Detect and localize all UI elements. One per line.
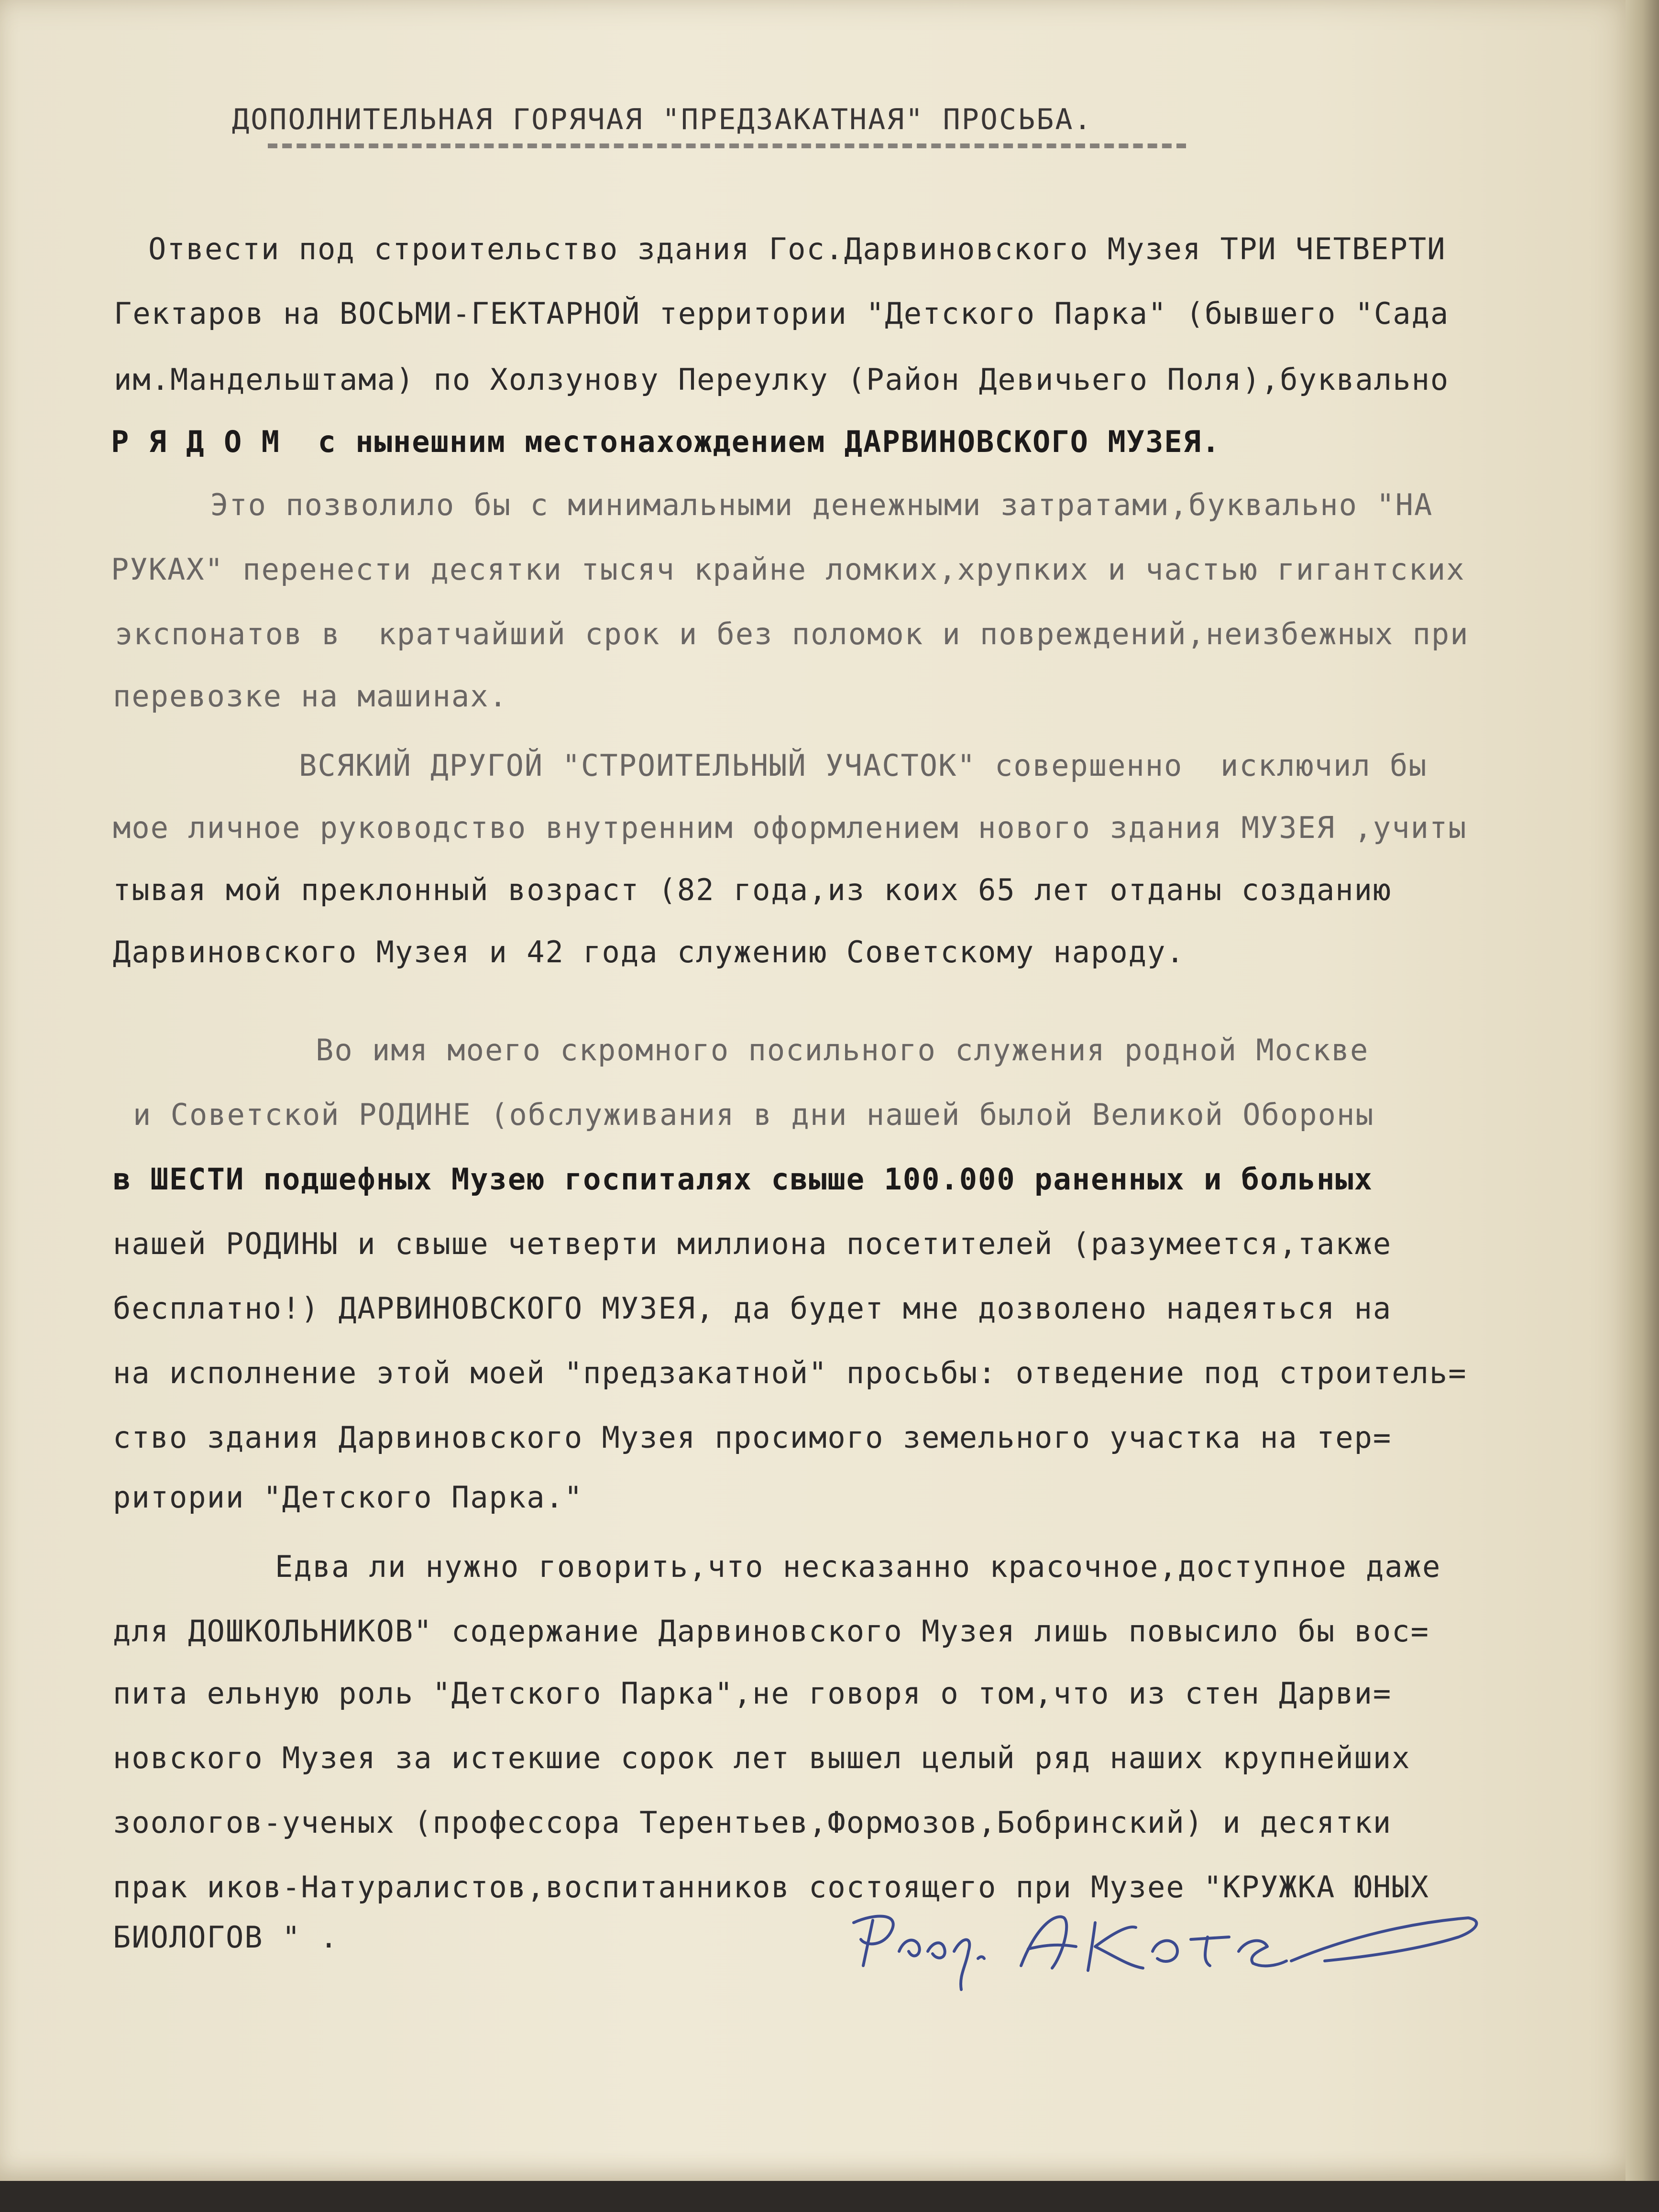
text-line: бесплатно!) ДАРВИНОВСКОГО МУЗЕЯ, да будет мне дозволено надеяться на <box>113 1291 1392 1326</box>
text-line: нашей РОДИНЫ и свыше четверти миллиона посетителей (разумеется,также <box>113 1226 1392 1261</box>
text-line: прак иков-Натуралистов,воспитанников состоящего при Музее "КРУЖКА ЮНЫХ <box>113 1870 1429 1904</box>
text-line: ВСЯКИЙ ДРУГОЙ "СТРОИТЕЛЬНЫЙ УЧАСТОК" совершенно исключил бы <box>299 748 1428 783</box>
text-line: РУКАХ" перенести десятки тысяч крайне ломких,хрупких и частью гигантских <box>111 552 1465 587</box>
title-underline <box>268 143 1186 148</box>
text-line: Дарвиновского Музея и 42 года служению Советскому народу. <box>113 935 1185 969</box>
text-line: пита ельную роль "Детского Парка",не говоря о том,что из стен Дарви= <box>113 1676 1392 1711</box>
text-line: Едва ли нужно говорить,что несказанно красочное,доступное даже <box>275 1549 1441 1584</box>
text-line: Отвести под строительство здания Гос.Дарвиновского Музея ТРИ ЧЕТВЕРТИ <box>148 231 1446 266</box>
text-line: и Советской РОДИНЕ (обслуживания в дни нашей былой Великой Обороны <box>133 1097 1374 1132</box>
text-line: новского Музея за истекшие сорок лет вышел целый ряд наших крупнейших <box>113 1740 1411 1775</box>
text-line: Р Я Д О М с нынешним местонахождением ДАРВИНОВСКОГО МУЗЕЯ. <box>111 424 1221 459</box>
document-title: ДОПОЛНИТЕЛЬНАЯ ГОРЯЧАЯ "ПРЕДЗАКАТНАЯ" ПРОСЬБА. <box>232 103 1093 136</box>
text-line: на исполнение этой моей "предзакатной" просьбы: отведение под строитель= <box>113 1355 1467 1390</box>
text-line: мое личное руководство внутренним оформлением нового здания МУЗЕЯ ,учиты <box>113 810 1467 845</box>
text-line: для ДОШКОЛЬНИКОВ" содержание Дарвиновского Музея лишь повысило бы вос= <box>113 1614 1429 1649</box>
text-line: перевозке на машинах. <box>113 679 508 714</box>
text-line: БИОЛОГОВ " . <box>113 1920 339 1955</box>
text-line: тывая мой преклонный возраст (82 года,из коих 65 лет отданы созданию <box>113 872 1392 907</box>
text-line: ритории "Детского Парка." <box>113 1480 583 1515</box>
text-line: в ШЕСТИ подшефных Музею госпиталях свыше 100.000 раненных и больных <box>113 1162 1373 1197</box>
text-line: экспонатов в кратчайший срок и без поломок и повреждений,неизбежных при <box>115 616 1469 651</box>
text-line: Это позволило бы с минимальными денежными затратами,буквально "НА <box>210 487 1433 522</box>
text-line: им.Мандельштама) по Холзунову Переулку (Район Девичьего Поля),буквально <box>114 362 1450 397</box>
text-line: зоологов-ученых (профессора Терентьев,Формозов,Бобринский) и десятки <box>113 1805 1392 1840</box>
text-line: Во имя моего скромного посильного служения родной Москве <box>316 1033 1369 1067</box>
scan-background <box>0 2181 1659 2212</box>
text-line: Гектаров на ВОСЬМИ-ГЕКТАРНОЙ территории "Детского Парка" (бывшего "Сада <box>114 296 1450 331</box>
text-line: ство здания Дарвиновского Музея просимого земельного участка на тер= <box>113 1420 1392 1455</box>
handwritten-signature <box>846 1894 1483 2009</box>
paper-edge <box>1626 0 1659 2212</box>
